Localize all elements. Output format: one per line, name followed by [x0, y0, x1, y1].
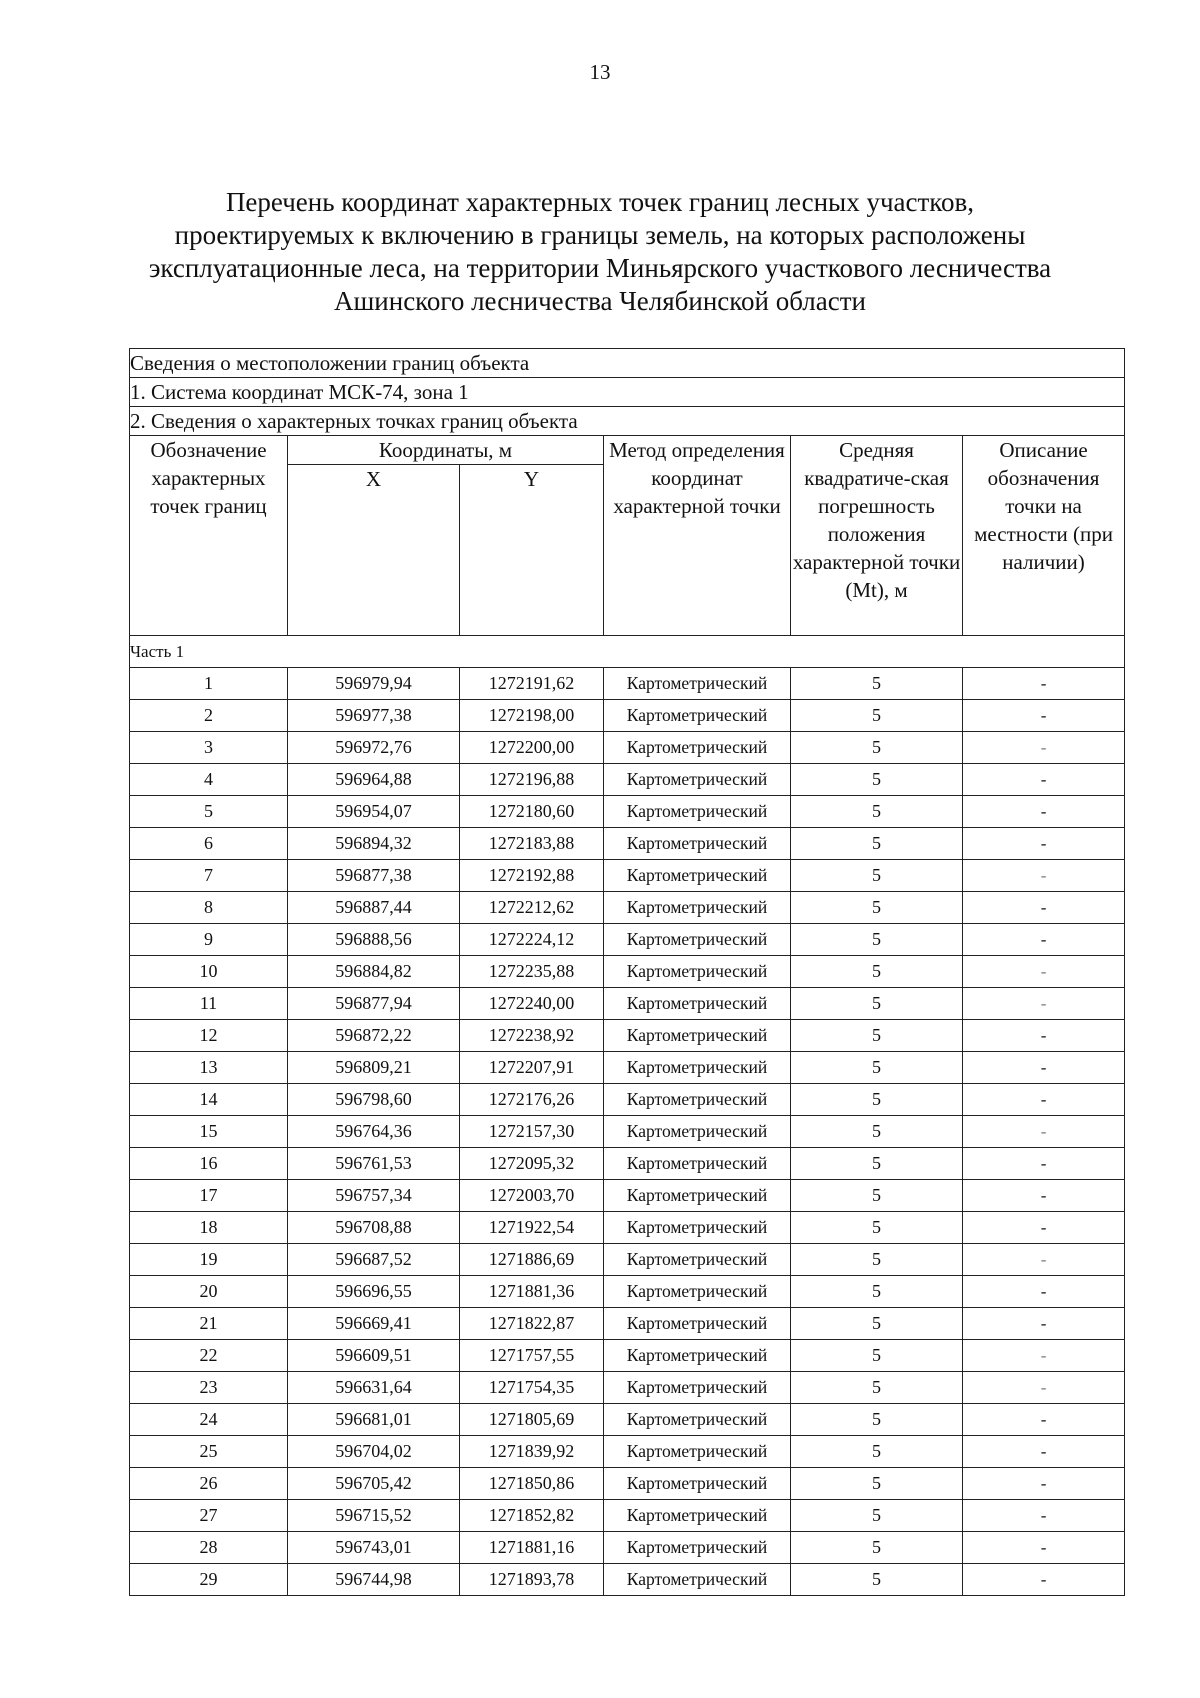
title-line: Ашинского лесничества Челябинской области	[334, 286, 866, 316]
cell-y: 1272224,12	[460, 924, 604, 956]
cell-x: 596894,32	[288, 828, 460, 860]
cell-point-number: 17	[130, 1180, 288, 1212]
column-header-description: Описание обозначения точки на местности (при наличии)	[963, 436, 1125, 636]
cell-error: 5	[791, 764, 963, 796]
cell-x: 596761,53	[288, 1148, 460, 1180]
cell-method: Картометрический	[604, 1180, 791, 1212]
cell-error: 5	[791, 1116, 963, 1148]
cell-y: 1271852,82	[460, 1500, 604, 1532]
table-row	[130, 1500, 1125, 1532]
cell-error: 5	[791, 1340, 963, 1372]
cell-point-number: 22	[130, 1340, 288, 1372]
cell-description: -	[963, 956, 1125, 988]
cell-error: 5	[791, 1468, 963, 1500]
cell-x: 596764,36	[288, 1116, 460, 1148]
table-row	[130, 668, 1125, 700]
cell-x: 596972,76	[288, 732, 460, 764]
cell-error: 5	[791, 1020, 963, 1052]
table-row	[130, 1116, 1125, 1148]
cell-point-number: 21	[130, 1308, 288, 1340]
title-line: эксплуатационные леса, на территории Миньярского участкового лесничества	[148, 253, 1052, 283]
cell-x: 596887,44	[288, 892, 460, 924]
cell-error: 5	[791, 1500, 963, 1532]
cell-description: -	[963, 1020, 1125, 1052]
table-row	[130, 1436, 1125, 1468]
cell-method: Картометрический	[604, 1308, 791, 1340]
column-header-y: Y	[460, 465, 604, 636]
cell-method: Картометрический	[604, 1148, 791, 1180]
cell-y: 1271850,86	[460, 1468, 604, 1500]
cell-point-number: 26	[130, 1468, 288, 1500]
cell-y: 1272198,00	[460, 700, 604, 732]
cell-point-number: 20	[130, 1276, 288, 1308]
cell-method: Картометрический	[604, 1340, 791, 1372]
cell-y: 1272176,26	[460, 1084, 604, 1116]
cell-method: Картометрический	[604, 828, 791, 860]
cell-x: 596877,38	[288, 860, 460, 892]
cell-point-number: 25	[130, 1436, 288, 1468]
coordinates-table	[129, 348, 1125, 1596]
cell-error: 5	[791, 988, 963, 1020]
cell-point-number: 29	[130, 1564, 288, 1596]
cell-y: 1271922,54	[460, 1212, 604, 1244]
table-row	[130, 892, 1125, 924]
cell-error: 5	[791, 1212, 963, 1244]
cell-description: -	[963, 1276, 1125, 1308]
cell-y: 1271839,92	[460, 1436, 604, 1468]
table-row	[130, 828, 1125, 860]
cell-method: Картометрический	[604, 700, 791, 732]
cell-description: -	[963, 1116, 1125, 1148]
cell-method: Картометрический	[604, 1372, 791, 1404]
table-row	[130, 1468, 1125, 1500]
cell-x: 596681,01	[288, 1404, 460, 1436]
cell-error: 5	[791, 1372, 963, 1404]
cell-error: 5	[791, 1052, 963, 1084]
cell-point-number: 12	[130, 1020, 288, 1052]
table-row	[130, 988, 1125, 1020]
table-row	[130, 1276, 1125, 1308]
cell-x: 596609,51	[288, 1340, 460, 1372]
cell-y: 1272157,30	[460, 1116, 604, 1148]
table-row	[130, 1564, 1125, 1596]
cell-y: 1272192,88	[460, 860, 604, 892]
cell-description: -	[963, 668, 1125, 700]
cell-point-number: 2	[130, 700, 288, 732]
header-coordinate-system: 1. Система координат МСК-74, зона 1	[130, 378, 1125, 407]
cell-description: -	[963, 988, 1125, 1020]
cell-y: 1272183,88	[460, 828, 604, 860]
cell-y: 1271805,69	[460, 1404, 604, 1436]
cell-error: 5	[791, 1532, 963, 1564]
cell-method: Картометрический	[604, 1116, 791, 1148]
cell-point-number: 7	[130, 860, 288, 892]
cell-method: Картометрический	[604, 1564, 791, 1596]
cell-description: -	[963, 860, 1125, 892]
cell-y: 1272240,00	[460, 988, 604, 1020]
cell-method: Картометрический	[604, 1404, 791, 1436]
table-row	[130, 1404, 1125, 1436]
cell-method: Картометрический	[604, 1436, 791, 1468]
cell-x: 596977,38	[288, 700, 460, 732]
cell-point-number: 15	[130, 1116, 288, 1148]
cell-y: 1271754,35	[460, 1372, 604, 1404]
cell-y: 1272180,60	[460, 796, 604, 828]
cell-error: 5	[791, 924, 963, 956]
cell-x: 596631,64	[288, 1372, 460, 1404]
cell-description: -	[963, 1340, 1125, 1372]
cell-description: -	[963, 1468, 1125, 1500]
cell-error: 5	[791, 1404, 963, 1436]
cell-error: 5	[791, 1084, 963, 1116]
cell-description: -	[963, 732, 1125, 764]
cell-method: Картометрический	[604, 860, 791, 892]
column-header-point: Обозначение характерных точек границ	[130, 436, 288, 636]
table-row	[130, 764, 1125, 796]
cell-error: 5	[791, 1276, 963, 1308]
cell-description: -	[963, 796, 1125, 828]
title-line: проектируемых к включению в границы земель, на которых расположены	[174, 220, 1026, 250]
cell-x: 596757,34	[288, 1180, 460, 1212]
cell-method: Картометрический	[604, 988, 791, 1020]
cell-description: -	[963, 1180, 1125, 1212]
cell-method: Картометрический	[604, 1244, 791, 1276]
cell-error: 5	[791, 860, 963, 892]
table-row	[130, 1180, 1125, 1212]
cell-method: Картометрический	[604, 668, 791, 700]
table-row	[130, 1532, 1125, 1564]
cell-y: 1272235,88	[460, 956, 604, 988]
header-location-info: Сведения о местоположении границ объекта	[130, 349, 1125, 378]
cell-x: 596964,88	[288, 764, 460, 796]
cell-x: 596877,94	[288, 988, 460, 1020]
cell-error: 5	[791, 732, 963, 764]
cell-x: 596687,52	[288, 1244, 460, 1276]
cell-x: 596888,56	[288, 924, 460, 956]
cell-x: 596708,88	[288, 1212, 460, 1244]
cell-method: Картометрический	[604, 1468, 791, 1500]
cell-description: -	[963, 1084, 1125, 1116]
table-row	[130, 1148, 1125, 1180]
cell-point-number: 5	[130, 796, 288, 828]
cell-x: 596809,21	[288, 1052, 460, 1084]
column-header-error: Средняя квадратиче-ская погрешность положения характерной точки (Mt), м	[791, 436, 963, 636]
cell-point-number: 19	[130, 1244, 288, 1276]
cell-point-number: 23	[130, 1372, 288, 1404]
cell-point-number: 14	[130, 1084, 288, 1116]
cell-error: 5	[791, 1180, 963, 1212]
column-header-x: X	[288, 465, 460, 636]
cell-method: Картометрический	[604, 1212, 791, 1244]
cell-method: Картометрический	[604, 1532, 791, 1564]
cell-method: Картометрический	[604, 892, 791, 924]
document-title	[100, 186, 1100, 318]
cell-point-number: 6	[130, 828, 288, 860]
cell-point-number: 8	[130, 892, 288, 924]
cell-point-number: 4	[130, 764, 288, 796]
cell-method: Картометрический	[604, 796, 791, 828]
table-row	[130, 924, 1125, 956]
table-row	[130, 732, 1125, 764]
cell-x: 596979,94	[288, 668, 460, 700]
cell-error: 5	[791, 956, 963, 988]
cell-description: -	[963, 1564, 1125, 1596]
cell-error: 5	[791, 1148, 963, 1180]
cell-x: 596954,07	[288, 796, 460, 828]
cell-x: 596669,41	[288, 1308, 460, 1340]
table-row	[130, 860, 1125, 892]
table-row	[130, 1084, 1125, 1116]
table-row	[130, 1308, 1125, 1340]
cell-description: -	[963, 1308, 1125, 1340]
cell-y: 1272196,88	[460, 764, 604, 796]
cell-error: 5	[791, 796, 963, 828]
cell-error: 5	[791, 1564, 963, 1596]
cell-description: -	[963, 1404, 1125, 1436]
cell-point-number: 18	[130, 1212, 288, 1244]
table-row	[130, 700, 1125, 732]
cell-y: 1272207,91	[460, 1052, 604, 1084]
cell-y: 1271757,55	[460, 1340, 604, 1372]
table-row	[130, 1020, 1125, 1052]
cell-y: 1271881,36	[460, 1276, 604, 1308]
cell-method: Картометрический	[604, 1276, 791, 1308]
title-line: Перечень координат характерных точек границ лесных участков,	[225, 187, 975, 217]
cell-method: Картометрический	[604, 732, 791, 764]
cell-x: 596798,60	[288, 1084, 460, 1116]
cell-description: -	[963, 764, 1125, 796]
cell-y: 1271893,78	[460, 1564, 604, 1596]
table-row	[130, 1372, 1125, 1404]
cell-error: 5	[791, 1308, 963, 1340]
cell-x: 596696,55	[288, 1276, 460, 1308]
cell-point-number: 13	[130, 1052, 288, 1084]
cell-description: -	[963, 1372, 1125, 1404]
cell-method: Картометрический	[604, 1020, 791, 1052]
cell-x: 596715,52	[288, 1500, 460, 1532]
cell-description: -	[963, 1500, 1125, 1532]
cell-x: 596884,82	[288, 956, 460, 988]
cell-point-number: 11	[130, 988, 288, 1020]
cell-x: 596744,98	[288, 1564, 460, 1596]
cell-point-number: 24	[130, 1404, 288, 1436]
cell-description: -	[963, 700, 1125, 732]
table-row	[130, 1340, 1125, 1372]
part-label: Часть 1	[130, 636, 1125, 668]
table-row	[130, 1052, 1125, 1084]
cell-method: Картометрический	[604, 764, 791, 796]
cell-point-number: 1	[130, 668, 288, 700]
cell-method: Картометрический	[604, 956, 791, 988]
cell-description: -	[963, 1532, 1125, 1564]
cell-y: 1271881,16	[460, 1532, 604, 1564]
header-points-info: 2. Сведения о характерных точках границ объекта	[130, 407, 1125, 436]
cell-error: 5	[791, 1244, 963, 1276]
cell-point-number: 3	[130, 732, 288, 764]
cell-method: Картометрический	[604, 924, 791, 956]
cell-y: 1272200,00	[460, 732, 604, 764]
cell-error: 5	[791, 828, 963, 860]
cell-description: -	[963, 1244, 1125, 1276]
cell-error: 5	[791, 700, 963, 732]
cell-description: -	[963, 924, 1125, 956]
cell-method: Картометрический	[604, 1500, 791, 1532]
cell-x: 596704,02	[288, 1436, 460, 1468]
cell-y: 1272003,70	[460, 1180, 604, 1212]
table-row	[130, 1244, 1125, 1276]
column-header-coordinates: Координаты, м	[288, 436, 604, 465]
cell-description: -	[963, 1212, 1125, 1244]
cell-error: 5	[791, 668, 963, 700]
table-row	[130, 796, 1125, 828]
cell-y: 1272191,62	[460, 668, 604, 700]
cell-point-number: 16	[130, 1148, 288, 1180]
cell-description: -	[963, 1436, 1125, 1468]
cell-description: -	[963, 892, 1125, 924]
cell-description: -	[963, 1148, 1125, 1180]
cell-error: 5	[791, 1436, 963, 1468]
cell-x: 596872,22	[288, 1020, 460, 1052]
cell-method: Картометрический	[604, 1084, 791, 1116]
cell-x: 596705,42	[288, 1468, 460, 1500]
cell-y: 1272095,32	[460, 1148, 604, 1180]
cell-error: 5	[791, 892, 963, 924]
cell-x: 596743,01	[288, 1532, 460, 1564]
cell-y: 1271822,87	[460, 1308, 604, 1340]
cell-point-number: 28	[130, 1532, 288, 1564]
table-row	[130, 956, 1125, 988]
cell-y: 1272212,62	[460, 892, 604, 924]
cell-point-number: 9	[130, 924, 288, 956]
page-number: 13	[589, 60, 611, 84]
cell-description: -	[963, 828, 1125, 860]
cell-y: 1272238,92	[460, 1020, 604, 1052]
cell-method: Картометрический	[604, 1052, 791, 1084]
column-header-method: Метод определения координат характерной точки	[604, 436, 791, 636]
table-row	[130, 1212, 1125, 1244]
cell-y: 1271886,69	[460, 1244, 604, 1276]
cell-point-number: 10	[130, 956, 288, 988]
cell-description: -	[963, 1052, 1125, 1084]
cell-point-number: 27	[130, 1500, 288, 1532]
